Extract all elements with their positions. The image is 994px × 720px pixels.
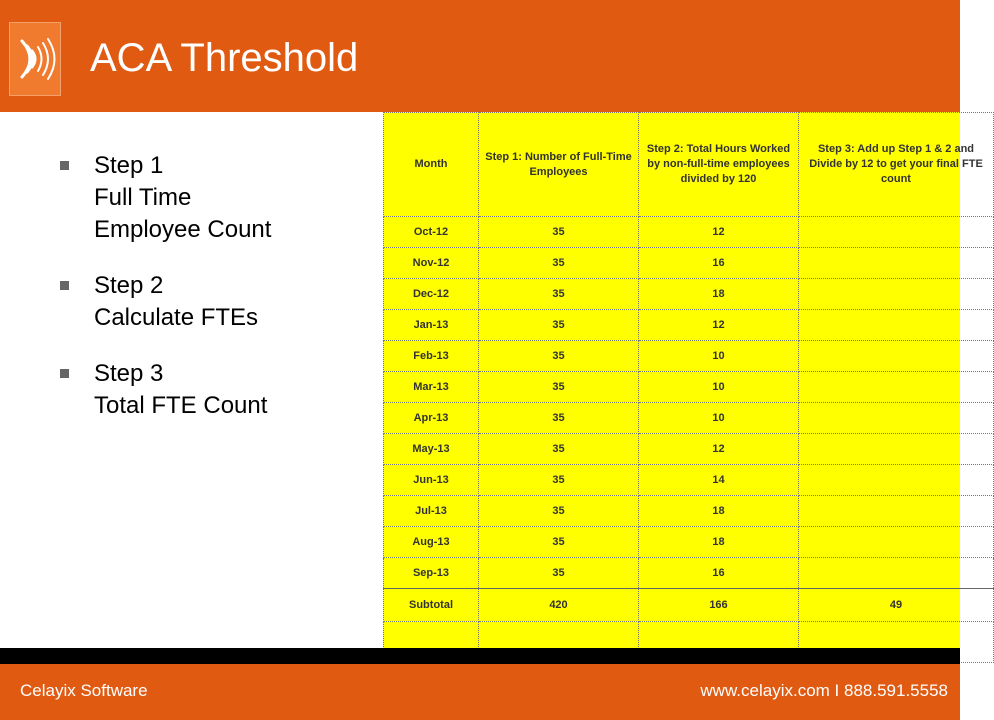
column-header-step1: Step 1: Number of Full-Time Employees [479,113,639,217]
table-row [384,465,994,496]
step-description: Total FTE Count [94,392,268,419]
step-description: Employee Count [94,216,272,243]
step2-cell: 12 [639,310,799,341]
table-row [384,403,994,434]
step-item [58,270,378,334]
table-row [384,341,994,372]
step2-cell: 18 [639,496,799,527]
column-header-step3: Step 3: Add up Step 1 & 2 and Divide by 12 to get your final FTE count [799,113,994,217]
table-row [384,248,994,279]
step3-cell [799,496,994,527]
step1-cell: 35 [479,341,639,372]
step2-cell: 18 [639,527,799,558]
subtotal-step2: 166 [639,589,799,622]
step2-cell: 16 [639,558,799,589]
table-row [384,527,994,558]
step3-cell [799,279,994,310]
step3-cell [799,403,994,434]
step3-cell [799,434,994,465]
month-cell: Aug-13 [384,527,479,558]
table-row [384,279,994,310]
footer-company: Celayix Software [20,681,148,700]
step-heading: Step 3 [94,360,164,387]
month-cell: Jul-13 [384,496,479,527]
step1-cell: 35 [479,217,639,248]
fte-table-image [383,112,983,648]
step2-cell: 10 [639,372,799,403]
footer-divider-band [0,648,960,664]
table-row [384,310,994,341]
subtotal-row [384,589,994,622]
table-row [384,496,994,527]
month-cell: Mar-13 [384,372,479,403]
square-bullet-icon [60,281,69,290]
step3-cell [799,372,994,403]
month-cell: Apr-13 [384,403,479,434]
step2-cell: 18 [639,279,799,310]
month-cell: Dec-12 [384,279,479,310]
square-bullet-icon [60,161,69,170]
steps-list [58,150,378,446]
slide-title: ACA Threshold [90,36,359,80]
step2-cell: 12 [639,434,799,465]
month-cell: Oct-12 [384,217,479,248]
step2-cell: 14 [639,465,799,496]
table-row [384,434,994,465]
subtotal-step1: 420 [479,589,639,622]
table-row [384,558,994,589]
footer-bar [0,664,960,720]
step1-cell: 35 [479,372,639,403]
column-header-step2: Step 2: Total Hours Worked by non-full-time employees divided by 120 [639,113,799,217]
step1-cell: 35 [479,310,639,341]
header-bar [0,0,960,112]
table-header-row [384,113,994,217]
footer-contact: www.celayix.com I 888.591.5558 [700,681,948,700]
step-description: Calculate FTEs [94,304,259,331]
step3-cell [799,217,994,248]
subtotal-label: Subtotal [384,589,479,622]
step3-cell [799,248,994,279]
step2-cell: 16 [639,248,799,279]
month-cell: Feb-13 [384,341,479,372]
month-cell: May-13 [384,434,479,465]
step2-cell: 12 [639,217,799,248]
step1-cell: 35 [479,496,639,527]
step3-cell [799,527,994,558]
sound-wave-logo-icon [9,22,61,96]
step1-cell: 35 [479,558,639,589]
step-heading: Step 1 [94,152,164,179]
step1-cell: 35 [479,465,639,496]
step1-cell: 35 [479,248,639,279]
square-bullet-icon [60,369,69,378]
step-item [58,150,378,246]
step-item [58,358,378,422]
step1-cell: 35 [479,527,639,558]
step2-cell: 10 [639,341,799,372]
column-header-month: Month [384,113,479,217]
step-heading: Step 2 [94,272,164,299]
step-description: Full Time [94,184,192,211]
month-cell: Sep-13 [384,558,479,589]
fte-table [383,112,994,663]
table-row [384,217,994,248]
step3-cell [799,465,994,496]
table-row [384,372,994,403]
month-cell: Jun-13 [384,465,479,496]
subtotal-step3: 49 [799,589,994,622]
step3-cell [799,310,994,341]
step1-cell: 35 [479,403,639,434]
step2-cell: 10 [639,403,799,434]
month-cell: Jan-13 [384,310,479,341]
step3-cell [799,341,994,372]
step1-cell: 35 [479,279,639,310]
month-cell: Nov-12 [384,248,479,279]
step1-cell: 35 [479,434,639,465]
step3-cell [799,558,994,589]
